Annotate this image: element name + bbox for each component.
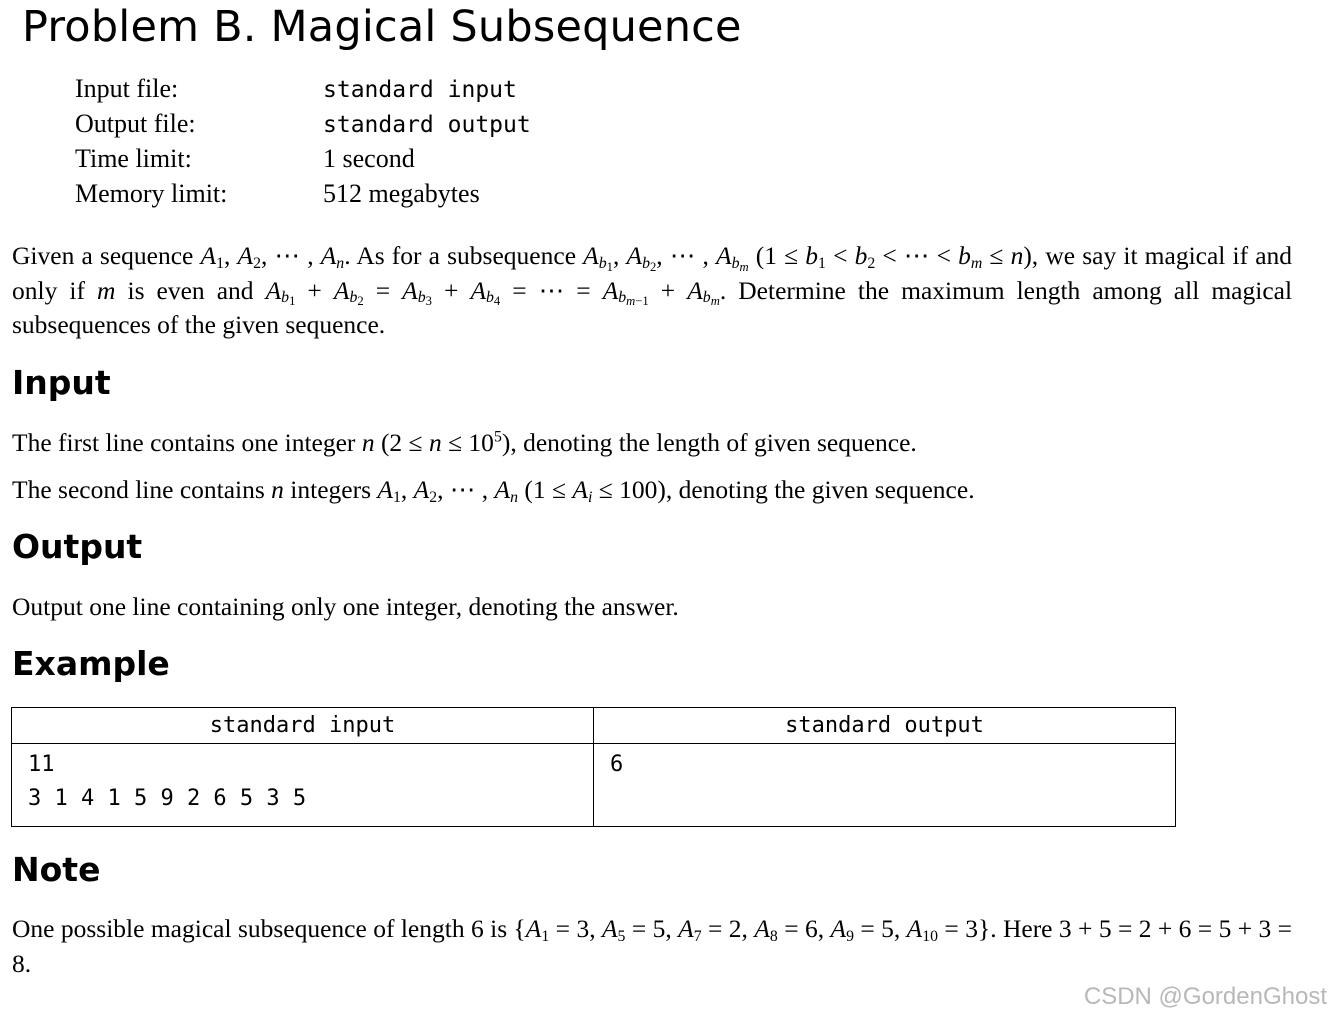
math-example-set: {$A_1 = 3$, $A_5 = 5$, $A_7 = 2$, $A_8 = 6$, $A_9 = 5$, $A_{10} = 3$} (513, 914, 991, 945)
input-text: , denoting the given sequence. (665, 475, 975, 504)
watermark: CSDN @GordenGhost (1083, 983, 1327, 1010)
note-heading: Note (12, 850, 101, 889)
statement-text: . Determine (719, 275, 846, 305)
note-paragraph (12, 912, 1292, 981)
example-input-cell (12, 744, 594, 827)
limit-value: standard output (323, 112, 531, 138)
output-heading: Output (12, 527, 143, 566)
math-m: m (97, 275, 116, 305)
output-description: Output one line containing only one integer, denoting the answer. (12, 592, 679, 621)
math-example-sum: 3 + 5 = 2 + 6 = 5 + 3 = 8. (12, 914, 1293, 978)
example-input-line: 3 1 4 1 5 9 2 6 5 3 5 (28, 786, 307, 811)
limit-label: Time limit: (75, 144, 192, 173)
input-text: integers (290, 475, 372, 504)
math-a-range: $A_1$, $A_2$, ⋯ , $A_n$ $(1 \le A_i \le 100)$ (377, 475, 666, 506)
statement-paragraph (12, 239, 1292, 343)
limit-label: Input file: (75, 74, 179, 103)
note-text: One possible magical subsequence of length 6 is (12, 914, 508, 943)
limit-label: Output file: (75, 109, 196, 138)
math-subsequence: $A_{b_1}$, $A_{b_2}$, ⋯ , $A_{b_m}$ ($1 \le b_1 < b_2$ < ⋯ < $b_m \le n$), (583, 241, 1039, 275)
limit-label: Memory limit: (75, 179, 228, 208)
input-heading: Input (12, 363, 111, 402)
input-text: The first line contains one integer (12, 428, 356, 457)
input-line-1 (12, 426, 1292, 461)
example-input-line: 11 (28, 752, 55, 777)
input-text: The second line contains (12, 475, 265, 504)
input-text: , denoting the length of given sequence. (510, 428, 917, 457)
note-text: . Here (990, 914, 1053, 943)
problem-title: Problem B. Magical Subsequence (22, 2, 742, 52)
math-n: n (271, 475, 284, 504)
example-output-line: 6 (610, 752, 624, 777)
math-n-range: n $(2 \le n \le 10^5)$ (361, 428, 511, 457)
math-condition: $A_{b_1} + A_{b_2} = A_{b_3} + A_{b_4}$ = ⋯ = $A_{b_{m-1}} + A_{b_m}$ (265, 275, 720, 309)
example-heading: Example (12, 644, 170, 683)
statement-text: we say it magical if and only if (12, 241, 1293, 305)
example-input-header: standard input (12, 708, 594, 744)
limit-value: 512 megabytes (323, 179, 480, 208)
statement-text: . As for a subsequence (344, 241, 577, 270)
statement-text: Given a sequence (12, 241, 194, 270)
limit-value: standard input (323, 77, 517, 103)
statement-text: the maximum length among all magical subsequences of the given sequence. (12, 275, 1293, 339)
example-output-header: standard output (594, 708, 1176, 744)
statement-text: is even and (127, 275, 254, 305)
example-output-cell (594, 744, 1176, 827)
input-line-2 (12, 473, 1292, 508)
limit-value: 1 second (323, 144, 415, 173)
math-sequence: $A_1$, $A_2$, ⋯ , $A_n$ (200, 241, 345, 272)
example-table (11, 707, 1176, 827)
